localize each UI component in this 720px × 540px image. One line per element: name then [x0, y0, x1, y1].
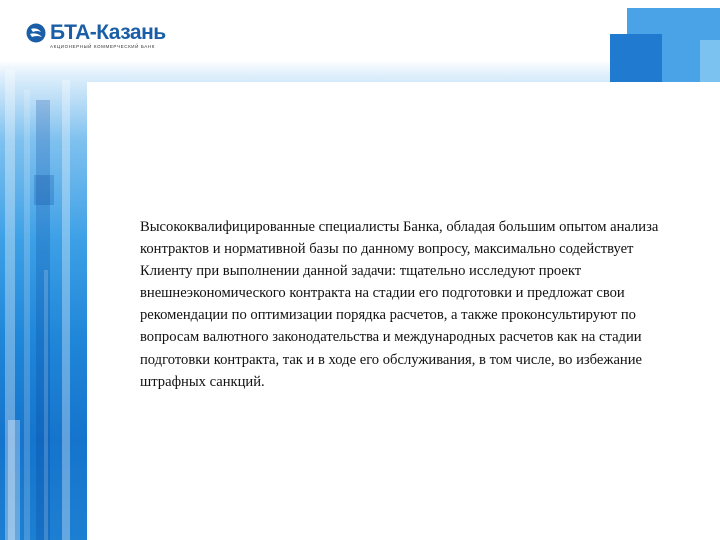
decorative-bar — [8, 420, 20, 540]
bank-name: БТА-Казань — [50, 21, 166, 44]
decorative-bar — [62, 80, 70, 540]
decorative-bar — [24, 90, 30, 540]
bank-subtitle: АКЦИОНЕРНЫЙ КОММЕРЧЕСКИЙ БАНК — [50, 44, 155, 49]
decorative-block — [700, 40, 720, 82]
bank-logo — [26, 22, 166, 50]
decorative-bar — [44, 270, 48, 540]
decorative-block — [610, 34, 662, 82]
decorative-bar — [34, 175, 54, 205]
main-paragraph: Высококвалифицированные специалисты Банка, обладая большим опытом анализа контрактов и нормативной базы по данному вопросу, максимально содействует Клиенту при выполнении данной задачи: тщательно исследуют проект внешнеэкономического контракта на стадии его подготовки и предложат свои рекомендации по оптимизации порядка расчетов, а также проконсультируют по вопросам валютного законодательства и международных расчетов как на стадии подготовки контракта, так и в ходе его обслуживания, в том числе, во избежание штрафных санкций. — [140, 219, 659, 390]
bank-logo-icon — [26, 23, 46, 43]
